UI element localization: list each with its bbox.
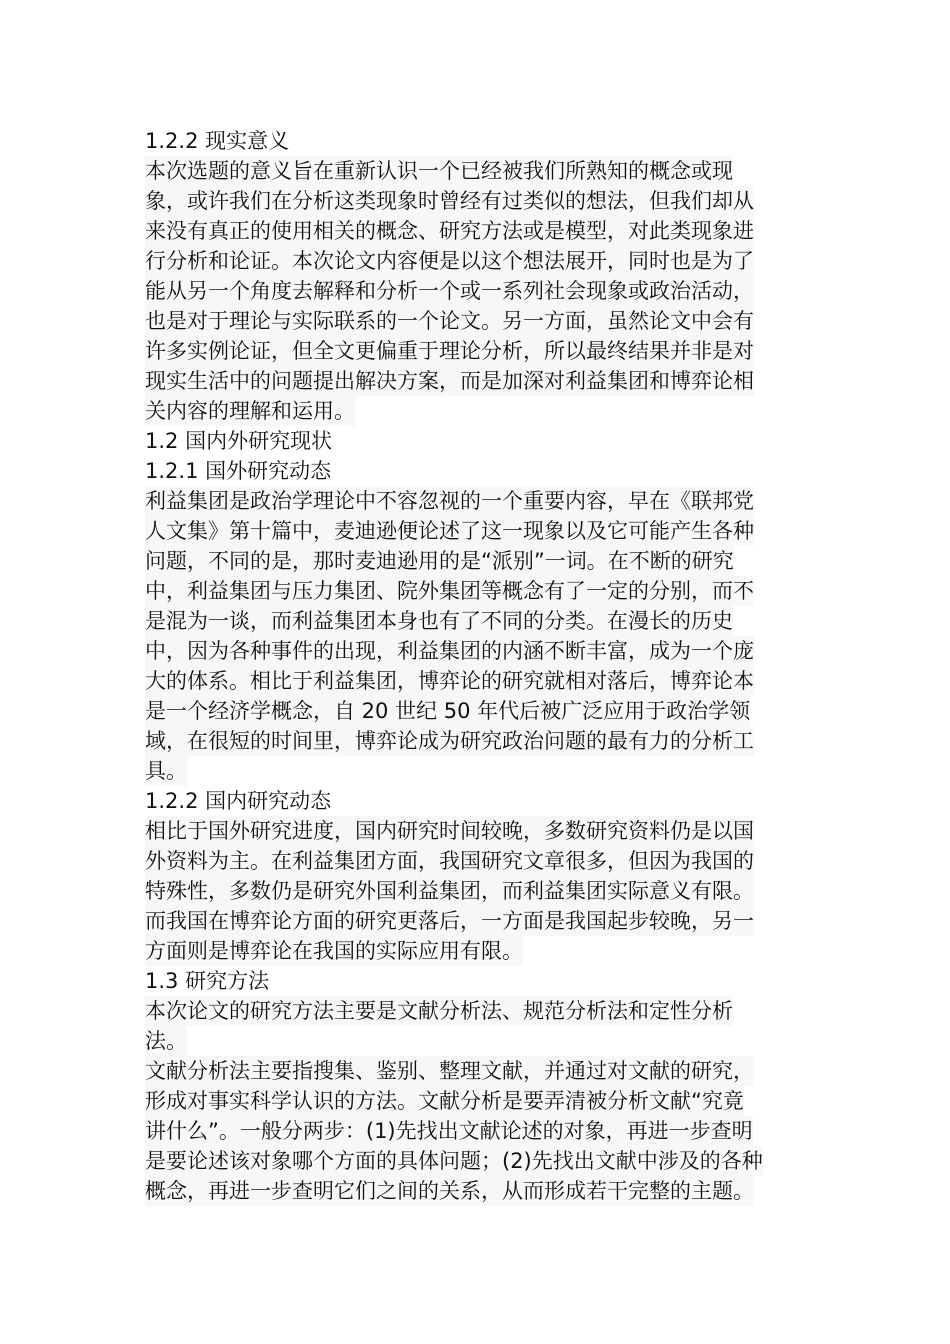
paragraph-line: 外资料为主。在利益集团方面，我国研究文章很多，但因为我国的 (145, 846, 754, 876)
paragraph-line: 能从另一个角度去解释和分析一个或一系列社会现象或政治活动， (145, 276, 754, 306)
paragraph (145, 816, 805, 966)
paragraph-line: 中，因为各种事件的出现，利益集团的内涵不断丰富，成为一个庞 (145, 636, 754, 666)
paragraph-line: 本次选题的意义旨在重新认识一个已经被我们所熟知的概念或现 (145, 156, 733, 186)
paragraph (145, 996, 805, 1056)
section-heading: 1.2.2 现实意义 (145, 129, 290, 153)
paragraph-line: 具。 (145, 756, 187, 786)
paragraph-line: 也是对于理论与实际联系的一个论文。另一方面，虽然论文中会有 (145, 306, 754, 336)
paragraph (145, 156, 805, 426)
paragraph-line: 而我国在博弈论方面的研究更落后，一方面是我国起步较晚，另一 (145, 906, 754, 936)
paragraph-line: 是混为一谈，而利益集团本身也有了不同的分类。在漫长的历史 (145, 606, 733, 636)
paragraph-line: 许多实例论证，但全文更偏重于理论分析，所以最终结果并非是对 (145, 336, 754, 366)
paragraph-line: 本次论文的研究方法主要是文献分析法、规范分析法和定性分析 (145, 996, 733, 1026)
paragraph-line: 关内容的理解和运用。 (145, 396, 355, 426)
paragraph-line: 人文集》第十篇中，麦迪逊便论述了这一现象以及它可能产生各种 (145, 516, 754, 546)
section-heading: 1.2.1 国外研究动态 (145, 459, 332, 483)
paragraph-line: 是要论述该对象哪个方面的具体问题；(2)先找出文献中涉及的各种 (145, 1146, 763, 1176)
section-heading: 1.2.2 国内研究动态 (145, 789, 332, 813)
paragraph-line: 讲什么”。一般分两步：(1)先找出文献论述的对象，再进一步查明 (145, 1116, 753, 1146)
paragraph-line: 问题，不同的是，那时麦迪逊用的是“派别”一词。在不断的研究 (145, 546, 734, 576)
paragraph-line: 来没有真正的使用相关的概念、研究方法或是模型，对此类现象进 (145, 216, 754, 246)
section-heading: 1.3 研究方法 (145, 969, 270, 993)
paragraph-line: 是一个经济学概念，自 20 世纪 50 年代后被广泛应用于政治学领 (145, 696, 750, 726)
paragraph-line: 中，利益集团与压力集团、院外集团等概念有了一定的分别，而不 (145, 576, 754, 606)
paragraph-line: 方面则是博弈论在我国的实际应用有限。 (145, 936, 523, 966)
paragraph-line: 行分析和论证。本次论文内容便是以这个想法展开，同时也是为了 (145, 246, 754, 276)
paragraph-line: 文献分析法主要指搜集、鉴别、整理文献，并通过对文献的研究， (145, 1056, 754, 1086)
paragraph (145, 486, 805, 786)
paragraph-line: 象，或许我们在分析这类现象时曾经有过类似的想法，但我们却从 (145, 186, 754, 216)
paragraph-line: 利益集团是政治学理论中不容忽视的一个重要内容，早在《联邦党 (145, 486, 754, 516)
paragraph-line: 现实生活中的问题提出解决方案，而是加深对利益集团和博弈论相 (145, 366, 754, 396)
paragraph-line: 概念，再进一步查明它们之间的关系，从而形成若干完整的主题。 (145, 1176, 754, 1206)
paragraph-line: 法。 (145, 1026, 187, 1056)
document-page (145, 126, 805, 1206)
paragraph-line: 形成对事实科学认识的方法。文献分析是要弄清被分析文献“究竟 (145, 1086, 744, 1116)
section-heading: 1.2 国内外研究现状 (145, 429, 333, 453)
paragraph-line: 相比于国外研究进度，国内研究时间较晚，多数研究资料仍是以国 (145, 816, 754, 846)
paragraph-line: 大的体系。相比于利益集团，博弈论的研究就相对落后，博弈论本 (145, 666, 754, 696)
paragraph-line: 域，在很短的时间里，博弈论成为研究政治问题的最有力的分析工 (145, 726, 754, 756)
paragraph (145, 1056, 805, 1206)
paragraph-line: 特殊性，多数仍是研究外国利益集团，而利益集团实际意义有限。 (145, 876, 754, 906)
